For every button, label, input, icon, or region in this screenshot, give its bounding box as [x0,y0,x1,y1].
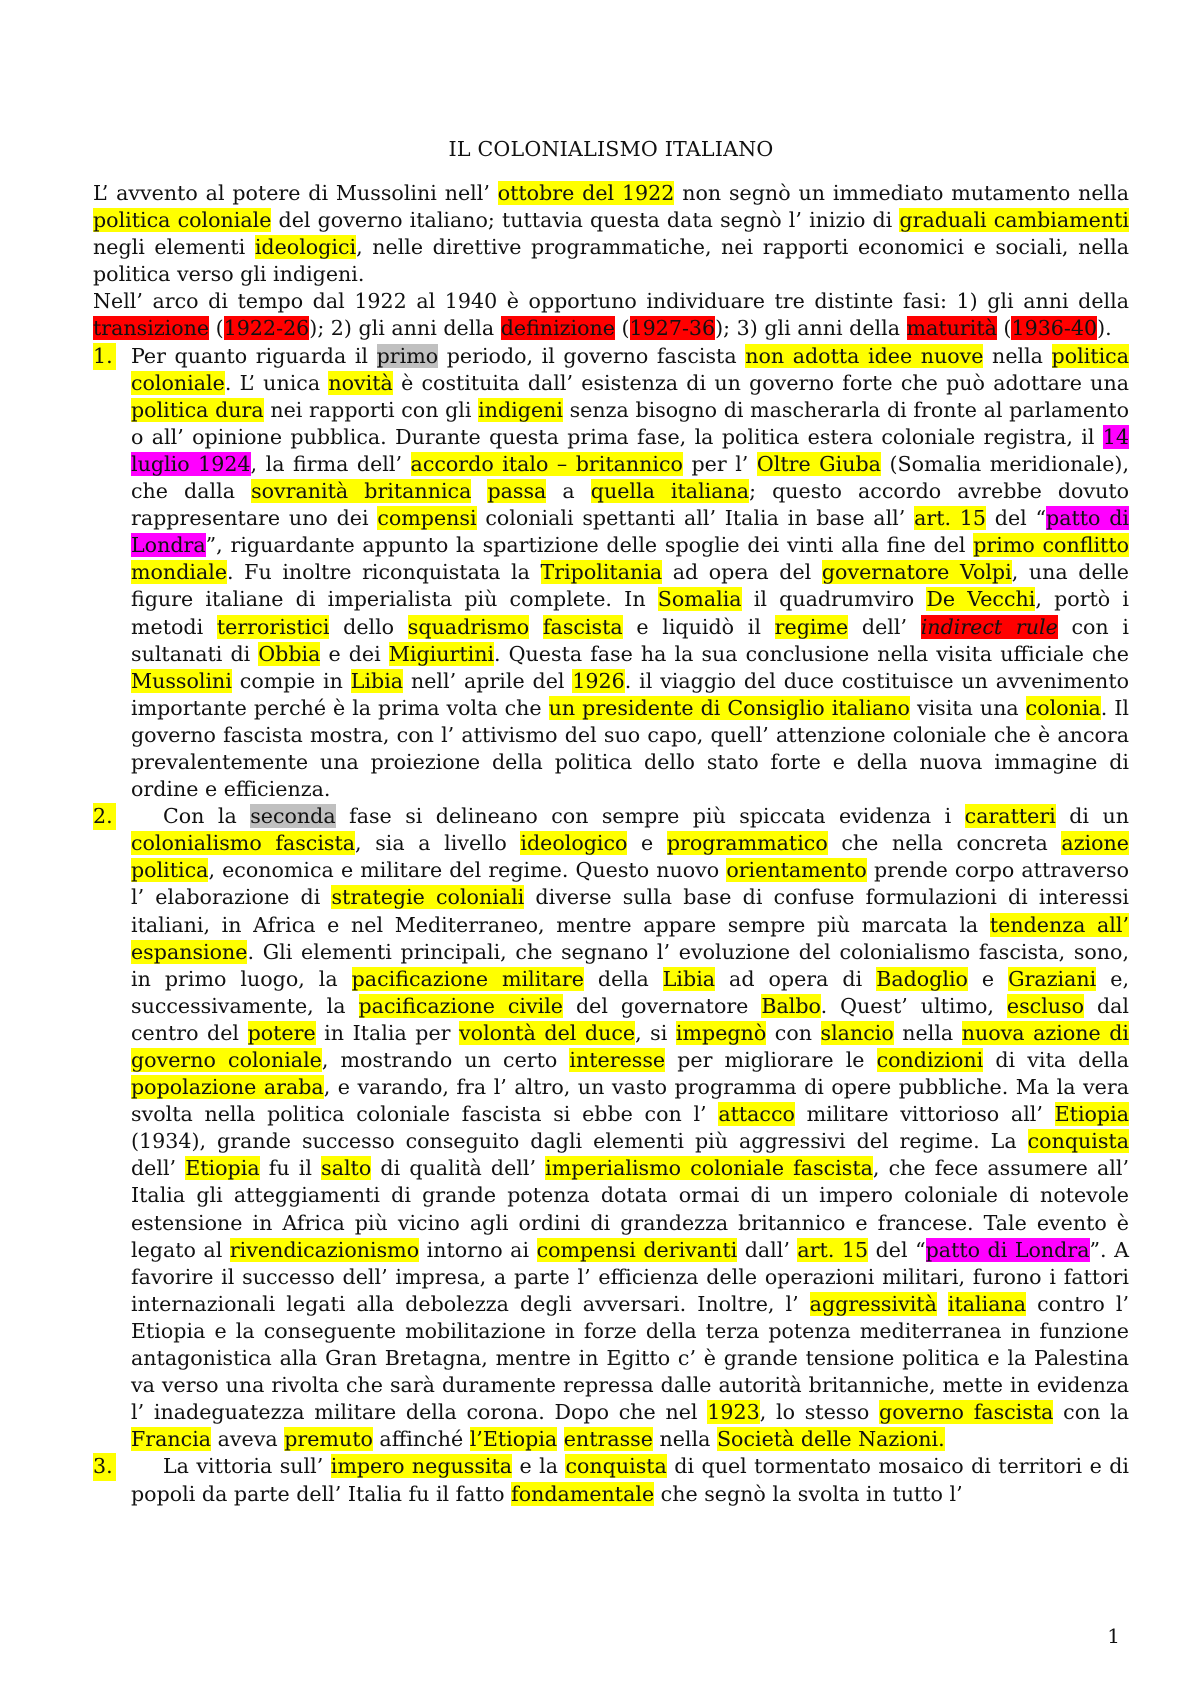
document-body [93,136,1129,1508]
highlight-yellow: programmatico [666,831,828,856]
highlight-red: transizione [93,316,210,341]
highlight-yellow: squadrismo [407,614,530,639]
highlight-yellow: interesse [569,1048,666,1072]
highlight-yellow: colonialismo fascista [131,831,356,856]
list-number: 1. [93,343,116,370]
highlight-yellow: non adotta idee nuove [745,343,984,368]
highlight-yellow: aggressività [809,1291,937,1316]
page-number: 1 [1107,1624,1120,1648]
highlight-yellow: compensi [377,506,477,531]
highlight-yellow: politica coloniale [131,343,1129,395]
highlight-yellow: graduali cambiamenti [899,208,1129,233]
highlight-yellow: potere [247,1020,316,1045]
highlight-yellow: ideologici [254,235,357,260]
highlight-yellow: Somalia [657,587,742,612]
highlight-yellow: Libia [350,668,404,693]
highlight-yellow: volontà del duce [459,1020,636,1045]
highlight-yellow: Obbia [258,641,321,666]
highlight-red: 1922-26 [223,316,310,341]
highlight-magenta: patto di Londra [925,1237,1090,1262]
highlight-yellow: politica dura [131,397,264,422]
highlight-yellow: Mussolini [131,668,232,693]
phase-text: La vittoria sull’ impero negussita e la conquista di quel tormentato mosaico di territori e di popoli da parte dell’ Italia fu il fatto fondamentale che segnò la svolta in tutto l’ [131,1454,1129,1506]
highlight-yellow: governo fascista [879,1400,1054,1425]
highlight-gray: primo [376,343,439,368]
highlight-yellow: italiana [947,1291,1027,1316]
highlight-yellow: primo conflitto mondiale [131,533,1129,585]
highlight-yellow: Badoglio [876,966,968,991]
highlight-yellow: azione politica [131,831,1129,883]
highlight-yellow: Società delle Nazioni. [716,1427,945,1452]
highlight-yellow: strategie coloniali [331,885,525,910]
phases-list [93,343,1129,1508]
intro-paragraph: L’ avvento al potere di Mussolini nell’ ottobre del 1922 non segnò un immediato mutamento nella politica coloniale del governo italiano; tuttavia questa data segnò l’ inizio di graduali cambiamenti negli elementi ideologici, nelle direttive programmatiche, nei rapporti economici e sociali, nella politica verso gli indigeni. [93,181,1129,287]
highlight-yellow: un presidente di Consiglio italiano [548,695,910,720]
highlight-red: maturità [906,316,997,341]
list-number: 2. [93,803,116,830]
highlight-yellow: fondamentale [511,1481,655,1506]
highlight-yellow: novità [328,370,393,395]
phase-item [93,1453,1129,1507]
highlight-yellow: colonia [1025,695,1101,720]
highlight-yellow: nuova azione di governo coloniale [131,1020,1130,1072]
highlight-yellow: passa [487,479,547,504]
highlight-yellow: slancio [820,1020,894,1045]
highlight-yellow: 1926 [572,668,625,693]
highlight-yellow: Migiurtini [388,641,495,666]
highlight-yellow: premuto [284,1427,373,1452]
highlight-yellow: 1923 [707,1400,760,1425]
highlight-yellow: Francia [131,1427,212,1452]
highlight-yellow: conquista [1027,1129,1129,1154]
document-title: IL COLONIALISMO ITALIANO [448,137,774,161]
highlight-yellow: compensi derivanti [536,1237,738,1262]
highlight-yellow: Etiopia [1054,1102,1129,1127]
highlight-yellow: attacco [718,1102,795,1127]
highlight-yellow: terroristici [216,614,330,639]
highlight-yellow: caratteri [964,804,1056,829]
highlight-yellow: conquista [565,1454,667,1479]
highlight-yellow: regime [774,614,849,639]
highlight-yellow: impero negussita [330,1454,513,1479]
highlight-yellow: governatore Volpi [821,560,1012,585]
highlight-yellow: pacificazione militare [351,966,584,991]
highlight-yellow: l’Etiopia [469,1427,558,1452]
highlight-yellow: Libia [662,966,716,991]
highlight-yellow: popolazione araba [131,1075,324,1100]
highlight-magenta: patto di Londra [131,506,1129,558]
highlight-yellow: condizioni [876,1048,984,1072]
highlight-yellow: pacificazione civile [358,993,563,1018]
highlight-yellow: Oltre Giuba [756,451,881,476]
highlight-yellow: Etiopia [185,1156,260,1181]
highlight-yellow: ottobre del 1922 [497,181,675,205]
highlight-yellow: impegnò [675,1020,767,1045]
intro-paragraph: Nell’ arco di tempo dal 1922 al 1940 è opportuno individuare tre distinte fasi: 1) gli anni della transizione (1922-26); 2) gli anni della definizione (1927-36); 3) gli anni della maturità (1936-40). [93,289,1129,341]
highlight-yellow: Balbo [761,993,821,1018]
highlight-red: definizione [500,316,615,341]
highlight-red: 1936-40 [1011,316,1098,341]
highlight-yellow: Tripolitania [540,560,663,585]
highlight-yellow: sovranità britannica [251,479,472,504]
highlight-yellow: ideologico [520,831,628,856]
highlight-yellow: tendenza all’ espansione [131,912,1130,964]
highlight-yellow: fascista [542,614,623,639]
highlight-yellow: escluso [1006,993,1085,1018]
highlight-yellow: rivendicazionismo [229,1237,420,1262]
highlight-yellow: art. 15 [914,506,986,531]
highlight-yellow: orientamento [726,858,867,883]
highlight-red: 1927-36 [629,316,716,341]
highlight-yellow: entrasse [563,1427,653,1452]
highlight-yellow: art. 15 [797,1237,869,1262]
highlight-yellow: De Vecchi [926,587,1036,612]
highlight-gray: seconda [250,804,336,829]
phase-text: Con la seconda fase si delineano con sempre più spiccata evidenza i caratteri di un colonialismo fascista, sia a livello ideologico e programmatico che nella concreta azione politica, economica e militare del regime. Questo nuovo orientamento prende corpo attraverso l’ elaborazione di strategie coloniali diverse sulla base di confuse formulazioni di interessi italiani, in Africa e nel Mediterraneo, mentre appare sempre più marcata la tendenza all’ espansione. Gli elementi principali, che segnano l’ evoluzione del colonialismo fascista, sono, in primo luogo, la pacificazione militare della Libia ad opera di Badoglio e Graziani e, successivamente, la pacificazione civile del governatore Balbo. Quest’ ultimo, escluso dal centro del potere in Italia per volontà del duce, si impegnò con slancio nella nuova azione di governo coloniale, mostrando un certo interesse per migliorare le condizioni di vita della popolazione araba, e varando, fra l’ altro, un vasto programma di opere pubbliche. Ma la vera svolta nella politica coloniale fascista si ebbe con l’ attacco militare vittorioso all’ Etiopia (1934), grande successo conseguito dagli elementi più aggressivi del regime. La conquista dell’ Etiopia fu il salto di qualità dell’ imperialismo coloniale fascista, che fece assumere all’ Italia gli atteggiamenti di grande potenza dotata ormai di un impero coloniale di notevole estensione in Africa più vicino agli ordini di grandezza britannico e francese. Tale evento è legato al rivendicazionismo intorno ai compensi derivanti dall’ art. 15 del “patto di Londra”. A favorire il successo dell’ impresa, a parte l’ efficienza delle operazioni militari, furono i fattori internazionali legati alla debolezza degli avversari. Inoltre, l’ aggressività italiana contro l’ Etiopia e la conseguente mobilitazione in forze della terza potenza mediterranea in funzione antagonistica alla Gran Bretagna, mentre in Egitto c’ è grande tensione politica e la Palestina va verso una rivolta che sarà duramente repressa dalle autorità britanniche, mette in evidenza l’ inadeguatezza militare della corona. Dopo che nel 1923, lo stesso governo fascista con la Francia aveva premuto affinché l’Etiopia entrasse nella Società delle Nazioni. [131,804,1130,1452]
highlight-red-italic: indirect rule [920,614,1058,639]
list-number: 3. [93,1453,116,1480]
highlight-yellow: politica coloniale [93,208,272,233]
highlight-yellow: salto [321,1156,372,1181]
phase-item [93,803,1129,1453]
highlight-yellow: indigeni [478,397,563,422]
highlight-yellow: Graziani [1008,966,1097,991]
highlight-yellow: accordo italo – britannico [410,451,683,476]
highlight-magenta: 14 luglio 1924 [131,424,1129,476]
phase-item [93,343,1129,804]
phase-text: Per quanto riguarda il primo periodo, il governo fascista non adotta idee nuove nella politica coloniale. L’ unica novità è costituita dall’ esistenza di un governo forte che può adottare una politica dura nei rapporti con gli indigeni senza bisogno di mascherarla di fronte al parlamento o all’ opinione pubblica. Durante questa prima fase, la politica estera coloniale registra, il 14 luglio 1924, la firma dell’ accordo italo – britannico per l’ Oltre Giuba (Somalia meridionale), che dalla sovranità britannica passa a quella italiana; questo accordo avrebbe dovuto rappresentare uno dei compensi coloniali spettanti all’ Italia in base all’ art. 15 del “patto di Londra”, riguardante appunto la spartizione delle spoglie dei vinti alla fine del primo conflitto mondiale. Fu inoltre riconquistata la Tripolitania ad opera del governatore Volpi, una delle figure italiane di imperialista più complete. In Somalia il quadrumviro De Vecchi, portò i metodi terroristici dello squadrismo fascista e liquidò il regime dell’ indirect rule con i sultanati di Obbia e dei Migiurtini. Questa fase ha la sua conclusione nella visita ufficiale che Mussolini compie in Libia nell’ aprile del 1926. il viaggio del duce costituisce un avvenimento importante perché è la prima volta che un presidente di Consiglio italiano visita una colonia. Il governo fascista mostra, con l’ attivismo del suo capo, quell’ attenzione coloniale che è ancora prevalentemente una proiezione della politica dello stato forte e della nuova immagine di ordine e efficienza. [131,343,1130,802]
highlight-yellow: imperialismo coloniale fascista [545,1156,873,1181]
highlight-yellow: quella italiana [590,479,750,504]
